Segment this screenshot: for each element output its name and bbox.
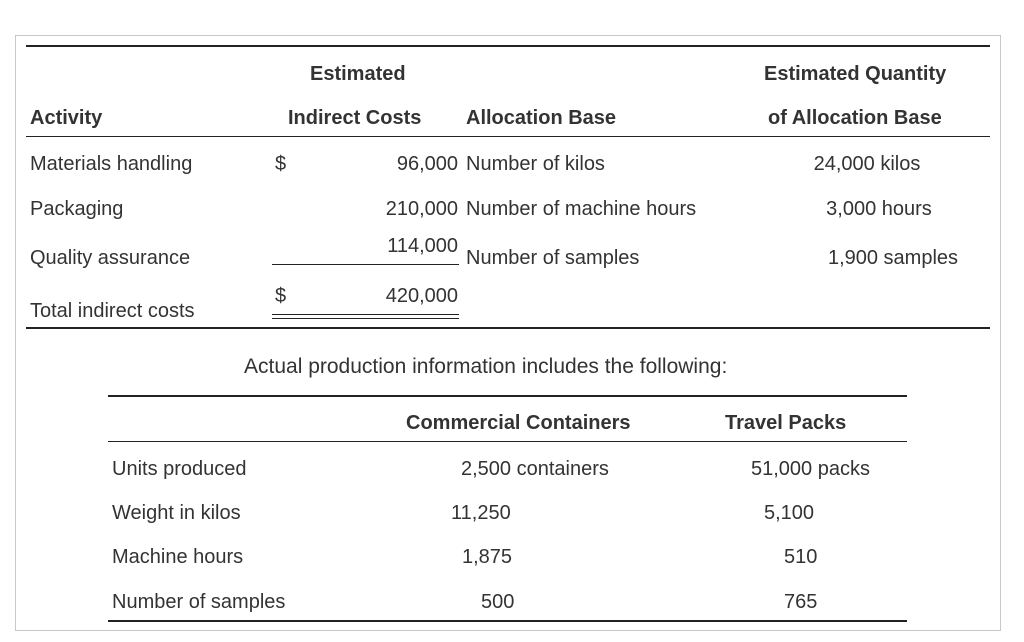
header-travel: Travel Packs [725,412,847,434]
cost-cell: 210,000 [385,198,458,220]
base-cell: Number of samples [466,247,640,269]
activity-cell: Packaging [30,198,124,220]
header-commercial: Commercial Containers [406,412,631,434]
base-cell: Number of kilos [466,153,605,175]
activity-cell: Quality assurance [30,247,191,269]
travel-cell: 5,100 [764,502,815,524]
commercial-cell: 11,250 [451,502,511,524]
row-label: Units produced [112,458,247,480]
cost-cell: 96,000 [396,153,458,175]
header-quantity-line2: of Allocation Base [768,107,942,129]
commercial-cell: 2,500 containers [461,458,609,480]
row-label: Number of samples [112,591,286,613]
header-rule [108,441,907,442]
subtotal-rule [272,264,459,265]
total-label: Total indirect costs [30,300,195,322]
commercial-cell: 1,875 [462,546,513,568]
total-cost: 420,000 [385,285,458,307]
table-top-rule [26,45,990,47]
travel-cell: 765 [784,591,818,613]
header-quantity-line1: Estimated Quantity [764,63,947,85]
dollar-sign: $ [275,285,287,307]
cost-cell: 114,000 [387,235,458,257]
row-label: Weight in kilos [112,502,241,524]
table-top-rule [108,395,907,397]
header-activity: Activity [30,107,103,129]
travel-cell: 51,000 packs [751,458,870,480]
header-allocation-base: Allocation Base [466,107,617,129]
header-rule [26,136,990,137]
table-bottom-rule [26,327,990,329]
quantity-cell: 1,900 samples [827,247,959,269]
base-cell: Number of machine hours [466,198,697,220]
header-indirect-line1: Estimated [310,63,406,85]
quantity-cell: 24,000 kilos [813,153,921,175]
activity-cell: Materials handling [30,153,193,175]
commercial-cell: 500 [481,591,515,613]
quantity-cell: 3,000 hours [826,198,932,220]
total-double-rule-top [272,314,459,315]
header-indirect-line2: Indirect Costs [288,107,422,129]
table-bottom-rule [108,620,907,622]
total-double-rule-bottom [272,318,459,319]
intro-text: Actual production information includes the following: [244,355,728,378]
dollar-sign: $ [275,153,287,175]
row-label: Machine hours [112,546,244,568]
travel-cell: 510 [784,546,818,568]
